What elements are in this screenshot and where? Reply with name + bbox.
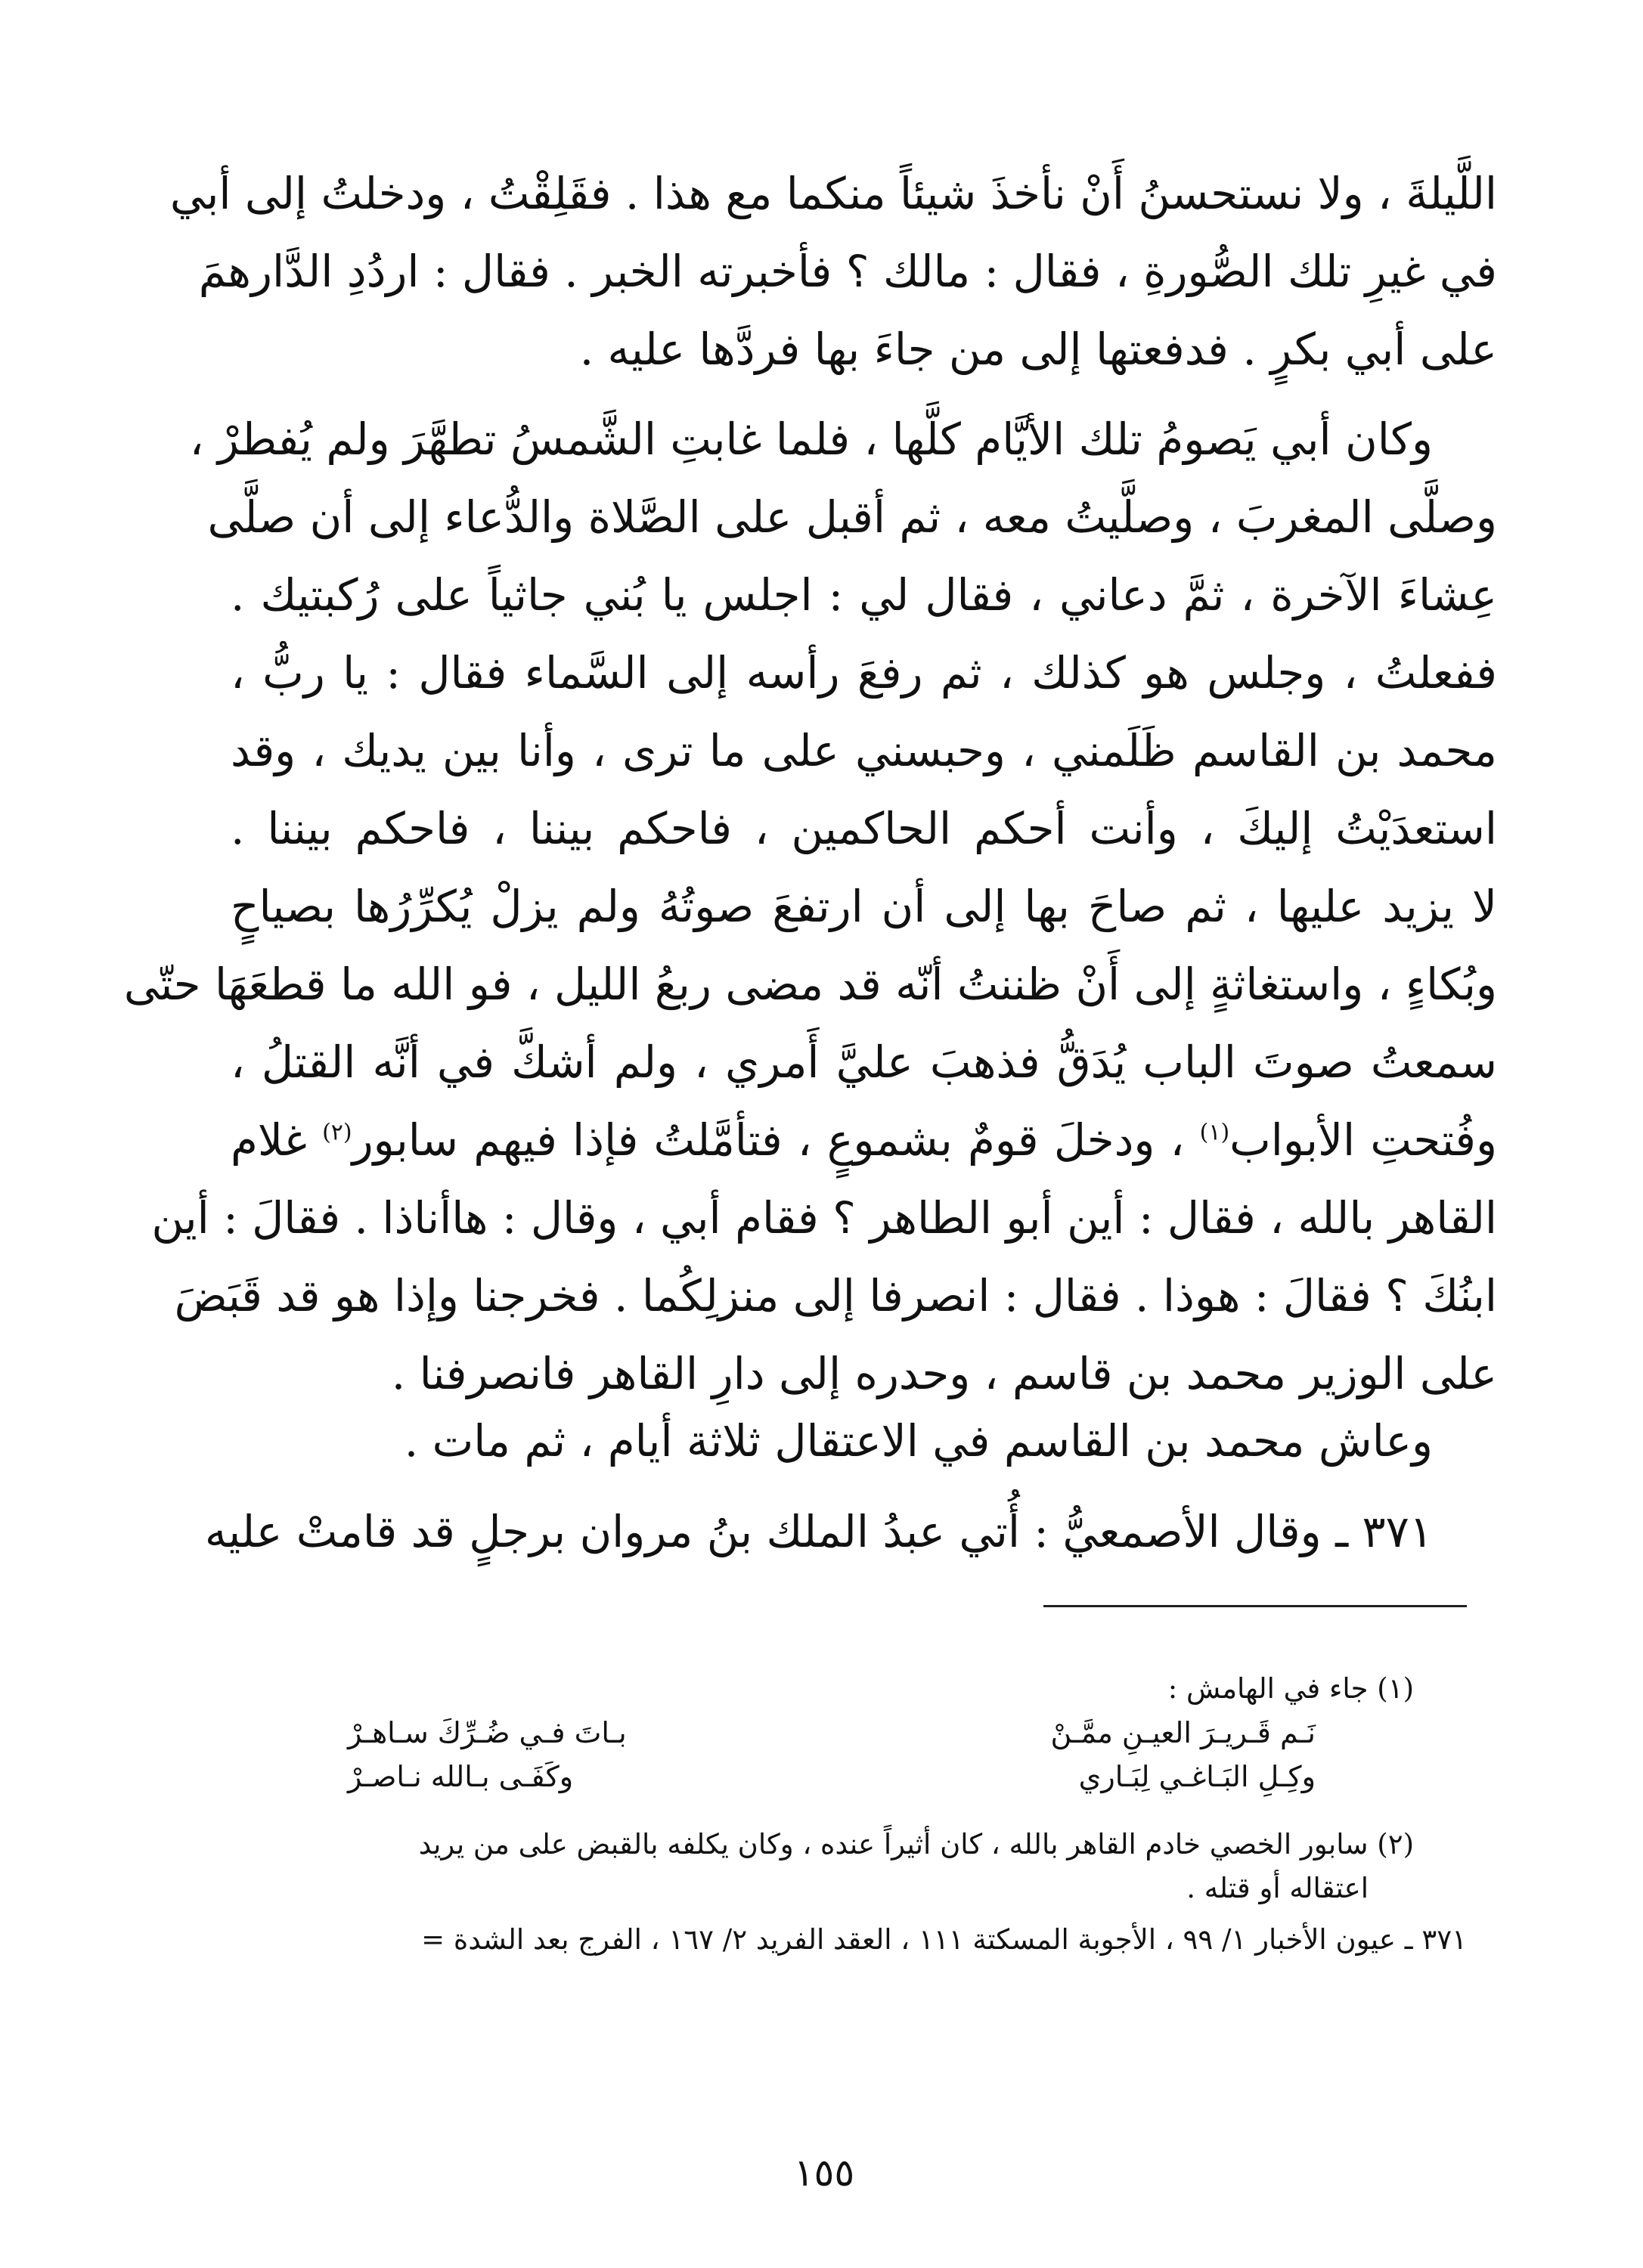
text-line: على الوزير محمد بن قاسم ، وحدره إلى دارِ القاهر فانصرفنا . <box>391 1348 1497 1399</box>
text-line: سمعتُ صوتَ الباب يُدَقُّ فذهبَ عليَّ أَمري ، ولم أشكَّ في أنَّه القتلُ ، <box>231 1036 1497 1088</box>
verse-row <box>348 1755 1316 1799</box>
footnote-verse <box>348 1711 1316 1799</box>
text-line: استعدَيْتُ إليكَ ، وأنت أحكم الحاكمين ، فاحكم بيننا ، فاحكم بيننا . <box>231 803 1497 854</box>
footnote-text: ٣٧١ ـ عيون الأخبار ١/ ٩٩ ، الأجوبة المسكتة ١١١ ، العقد الفريد ٢/ ١٦٧ ، الفرج بعد الشدة = <box>421 1923 1467 1956</box>
text-segment: وفُتحتِ الأبواب <box>1229 1114 1498 1166</box>
footnote-text: (١) جاء في الهامش : <box>1167 1672 1414 1705</box>
verse-hemistich: وكَفَـى بـالله نـاصـرْ <box>348 1760 574 1793</box>
text-line: وعاش محمد بن القاسم في الاعتقال ثلاثة أيام ، ثم مات . <box>404 1415 1433 1467</box>
paragraph-4 <box>204 1493 1497 1571</box>
text-line: على أبي بكرٍ . فدفعتها إلى من جاءَ بها فردَّها عليه . <box>579 324 1497 375</box>
text-line: وبُكاءٍ ، واستغاثةٍ إلى أَنْ ظننتُ أنّه قد مضى ربعُ الليل ، فو الله ما قطعَهَا حتّى <box>123 959 1497 1010</box>
text-segment: ، ودخلَ قومٌ بشموعٍ ، فتأمَّلتُ فإذا فيهم سابور <box>352 1114 1185 1166</box>
verse-hemistich: بـاتَ فـي ضُـرِّكَ سـاهـرْ <box>348 1716 627 1749</box>
text-line-with-refs <box>231 1101 1497 1179</box>
footnote-ref-2: (٢) <box>322 1119 352 1146</box>
verse-row <box>348 1711 1316 1755</box>
text-line: عِشاءَ الآخرة ، ثمَّ دعاني ، فقال لي : اجلس يا بُني جاثياً على رُكبتيك . <box>231 569 1497 621</box>
text-line: وصلَّى المغربَ ، وصلَّيتُ معه ، ثم أقبل على الصَّلاة والدُّعاء إلى أن صلَّى <box>207 491 1497 543</box>
footnote-1 <box>227 1667 1482 1711</box>
footnote-divider <box>1043 1605 1467 1607</box>
footnote-2 <box>227 1823 1482 1910</box>
text-line: ٣٧١ ـ وقال الأصمعيُّ : أُتي عبدُ الملك بنُ مروان برجلٍ قد قامتْ عليه <box>204 1506 1433 1557</box>
footnote-text: (٢) سابور الخصي خادم القاهر بالله ، كان أثيراً عنده ، وكان يكلفه بالقبض على من يريد <box>418 1828 1414 1861</box>
page-number: ١٥٥ <box>793 2151 855 2195</box>
paragraph-2 <box>123 401 1498 1413</box>
verse-hemistich: وكِـلِ البَـاغـي لِبَـاري <box>1078 1760 1316 1793</box>
text-line: ففعلتُ ، وجلس هو كذلك ، ثم رفعَ رأسه إلى السَّماء فقال : يا ربُّ ، <box>231 647 1497 699</box>
text-line: القاهر بالله ، فقال : أين أبو الطاهر ؟ فقام أبي ، وقال : هاأناذا . فقالَ : أين <box>151 1192 1497 1244</box>
text-line: لا يزيد عليها ، ثم صاحَ بها إلى أن ارتفعَ صوتُهُ ولم يزلْ يُكرِّرُها بصياحٍ <box>231 881 1497 932</box>
verse-hemistich: نَـم قَـريـرَ العيـنِ ممَّـنْ <box>1050 1716 1316 1749</box>
text-line: في غيرِ تلك الصُّورةِ ، فقال : مالك ؟ فأخبرته الخبر . فقال : اردُدِ الدَّارهمَ <box>198 246 1497 297</box>
text-line: اللَّيلةَ ، ولا نستحسنُ أَنْ نأخذَ شيئاً منكما مع هذا . فقَلِقْتُ ، ودخلتُ إلى أبي <box>169 168 1497 219</box>
text-segment: غلام <box>231 1114 307 1166</box>
footnote-ref-1: (١) <box>1199 1119 1230 1146</box>
paragraph-1 <box>169 155 1497 389</box>
text-line: ابنُكَ ؟ فقالَ : هوذا . فقال : انصرفا إلى منزلِكُما . فخرجنا وإذا هو قد قَبَضَ <box>174 1270 1497 1321</box>
source-reference <box>227 1918 1482 1962</box>
text-line: وكان أبي يَصومُ تلك الأيَّام كلَّها ، فلما غابتِ الشَّمسُ تطهَّرَ ولم يُفطرْ ، <box>189 414 1433 465</box>
footnote-text: اعتقاله أو قتله . <box>1186 1872 1369 1904</box>
text-line: محمد بن القاسم ظَلَمني ، وحبسني على ما ترى ، وأنا بين يديك ، وقد <box>231 725 1497 776</box>
paragraph-3 <box>231 1402 1497 1480</box>
